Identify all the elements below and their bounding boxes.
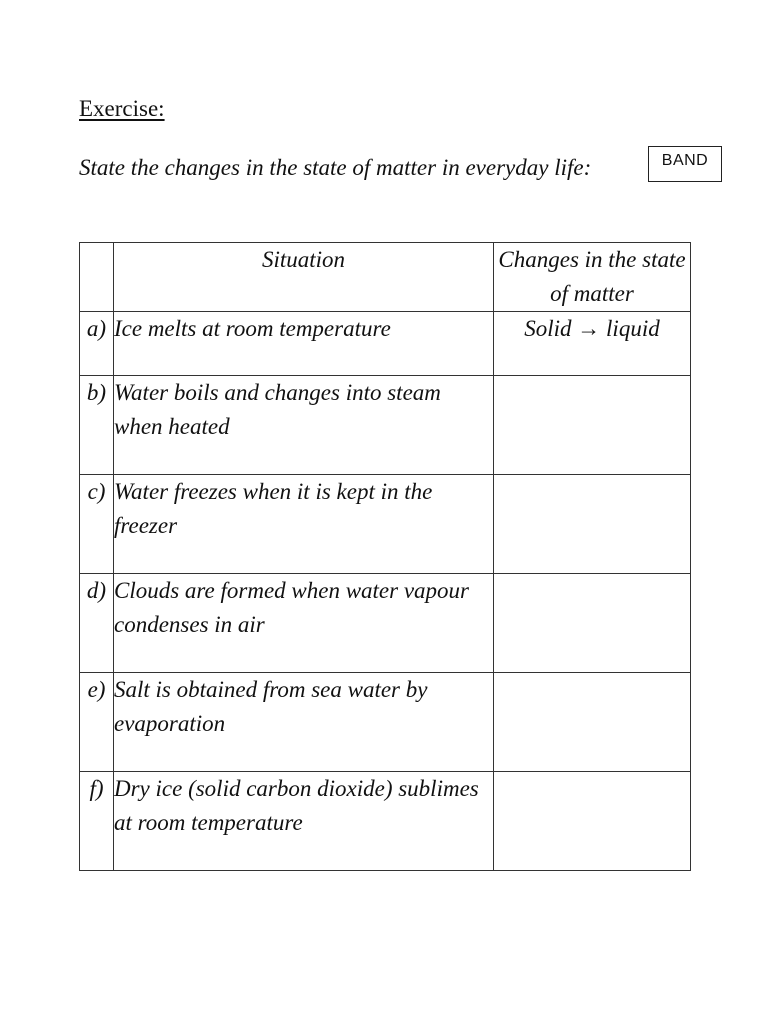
table-row — [80, 376, 691, 475]
header-situation: Situation — [114, 243, 494, 312]
row-change-answer[interactable] — [494, 376, 691, 475]
table-row — [80, 673, 691, 772]
row-situation: Water freezes when it is kept in the freezer — [114, 475, 494, 574]
row-label: b) — [80, 376, 114, 475]
band-box: BAND — [648, 146, 722, 182]
header-change: Changes in the state of matter — [494, 243, 691, 312]
row-change-answer[interactable] — [494, 772, 691, 871]
row-situation: Water boils and changes into steam when heated — [114, 376, 494, 475]
row-situation: Salt is obtained from sea water by evaporation — [114, 673, 494, 772]
exercise-instruction: State the changes in the state of matter in everyday life: — [79, 155, 592, 180]
row-label: a) — [80, 312, 114, 376]
row-situation: Clouds are formed when water vapour condenses in air — [114, 574, 494, 673]
row-situation: Ice melts at room temperature — [114, 312, 494, 376]
row-label: e) — [80, 673, 114, 772]
row-situation: Dry ice (solid carbon dioxide) sublimes at room temperature — [114, 772, 494, 871]
row-change-answer[interactable] — [494, 673, 691, 772]
row-label: c) — [80, 475, 114, 574]
row-change-answer[interactable] — [494, 475, 691, 574]
table-row — [80, 312, 691, 376]
row-label: d) — [80, 574, 114, 673]
table-row — [80, 772, 691, 871]
table-row — [80, 574, 691, 673]
exercise-heading: Exercise: — [79, 96, 165, 121]
table-row — [80, 475, 691, 574]
table-header-row — [80, 243, 691, 312]
header-label-cell — [80, 243, 114, 312]
exercise-table — [79, 242, 691, 871]
row-change-answer[interactable]: Solid → liquid — [494, 312, 691, 376]
row-label: f) — [80, 772, 114, 871]
row-change-answer[interactable] — [494, 574, 691, 673]
